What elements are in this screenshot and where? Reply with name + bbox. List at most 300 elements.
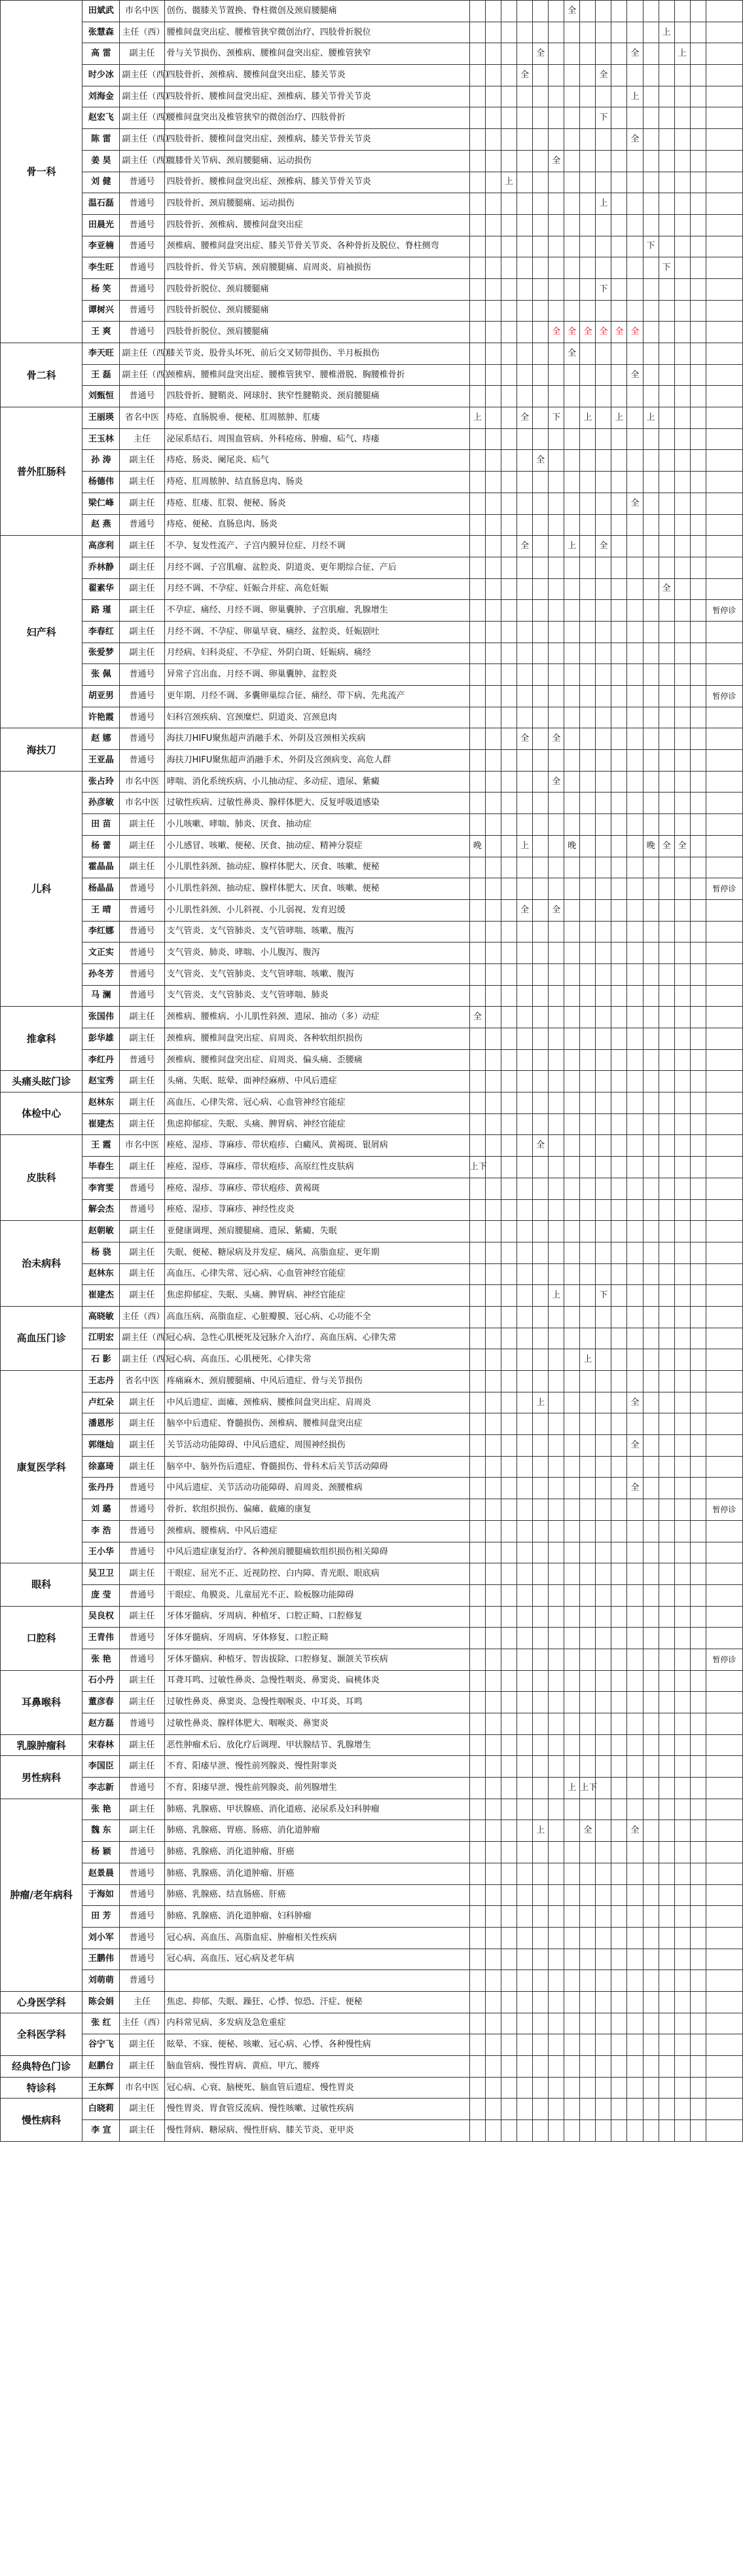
schedule-slot bbox=[485, 985, 501, 1007]
schedule-slot bbox=[643, 150, 659, 172]
doctor-name: 姜 昊 bbox=[82, 150, 120, 172]
doctor-name: 刘海金 bbox=[82, 86, 120, 107]
schedule-slot bbox=[596, 1991, 611, 2013]
schedule-slot bbox=[549, 257, 564, 279]
schedule-slot bbox=[564, 514, 580, 536]
schedule-slot bbox=[627, 1157, 643, 1178]
schedule-slot bbox=[690, 1, 706, 22]
schedule-slot bbox=[690, 1478, 706, 1499]
schedule-slot bbox=[627, 1863, 643, 1884]
remark-cell bbox=[706, 1371, 742, 1392]
schedule-slot bbox=[659, 1799, 674, 1820]
doctor-title: 副主任 bbox=[120, 557, 164, 578]
doctor-title: 副主任 bbox=[120, 1435, 164, 1457]
schedule-slot bbox=[469, 985, 485, 1007]
schedule-slot bbox=[596, 1435, 611, 1457]
schedule-slot bbox=[580, 686, 596, 707]
doctor-specialty: 四肢骨折、骨关节病、颈肩腰腿痛、肩周炎、肩袖损伤 bbox=[164, 257, 469, 279]
schedule-slot bbox=[690, 878, 706, 900]
schedule-slot bbox=[549, 1927, 564, 1949]
doctor-title: 副主任 bbox=[120, 1820, 164, 1842]
department-name: 普外肛肠科 bbox=[1, 407, 82, 536]
schedule-slot bbox=[674, 257, 690, 279]
schedule-slot bbox=[643, 921, 659, 943]
schedule-slot bbox=[501, 1949, 516, 1970]
schedule-slot bbox=[564, 943, 580, 964]
remark-cell bbox=[706, 150, 742, 172]
schedule-slot bbox=[517, 1263, 533, 1285]
schedule-slot bbox=[659, 1135, 674, 1157]
schedule-slot bbox=[469, 1113, 485, 1135]
schedule-slot bbox=[596, 1927, 611, 1949]
schedule-slot bbox=[643, 43, 659, 65]
schedule-slot bbox=[485, 428, 501, 450]
remark-cell bbox=[706, 899, 742, 921]
schedule-slot bbox=[690, 1863, 706, 1884]
schedule-slot bbox=[564, 22, 580, 43]
remark-cell bbox=[706, 1007, 742, 1028]
schedule-slot bbox=[643, 536, 659, 557]
remark-cell bbox=[706, 1949, 742, 1970]
doctor-row bbox=[1, 963, 743, 985]
schedule-slot bbox=[596, 214, 611, 236]
schedule-slot: 全 bbox=[564, 1, 580, 22]
schedule-slot bbox=[469, 878, 485, 900]
remark-cell bbox=[706, 621, 742, 643]
schedule-slot bbox=[501, 1285, 516, 1307]
schedule-slot bbox=[580, 43, 596, 65]
schedule-slot bbox=[564, 814, 580, 836]
schedule-slot bbox=[501, 1007, 516, 1028]
doctor-specialty: 支气管炎、支气管肺炎、支气管哮喘、咳嗽、腹泻 bbox=[164, 963, 469, 985]
schedule-slot bbox=[611, 1520, 627, 1542]
schedule-slot bbox=[517, 236, 533, 257]
schedule-slot bbox=[469, 129, 485, 151]
doctor-name: 王鹏伟 bbox=[82, 1949, 120, 1970]
doctor-title: 主任（西） bbox=[120, 2013, 164, 2034]
schedule-slot bbox=[643, 686, 659, 707]
schedule-slot bbox=[643, 578, 659, 600]
schedule-slot bbox=[596, 1071, 611, 1092]
schedule-slot bbox=[690, 107, 706, 129]
schedule-slot bbox=[627, 2056, 643, 2078]
schedule-slot bbox=[674, 1927, 690, 1949]
schedule-slot bbox=[627, 600, 643, 622]
schedule-slot bbox=[469, 450, 485, 472]
schedule-slot bbox=[501, 1456, 516, 1478]
schedule-slot: 全 bbox=[549, 150, 564, 172]
doctor-name: 高彦利 bbox=[82, 536, 120, 557]
schedule-slot bbox=[501, 536, 516, 557]
schedule-slot bbox=[549, 1734, 564, 1756]
schedule-slot bbox=[485, 1478, 501, 1499]
schedule-slot bbox=[469, 1221, 485, 1242]
schedule-slot bbox=[517, 1863, 533, 1884]
schedule-slot bbox=[533, 322, 549, 343]
schedule-slot bbox=[611, 878, 627, 900]
schedule-slot bbox=[611, 1092, 627, 1114]
schedule-slot bbox=[485, 493, 501, 514]
schedule-slot bbox=[549, 1413, 564, 1435]
doctor-title: 普通号 bbox=[120, 1520, 164, 1542]
doctor-row bbox=[1, 1392, 743, 1413]
doctor-specialty: 支气管炎、支气管肺炎、支气管哮喘、肺炎 bbox=[164, 985, 469, 1007]
schedule-slot bbox=[517, 1306, 533, 1328]
schedule-slot bbox=[469, 1906, 485, 1928]
doctor-title: 副主任（西） bbox=[120, 343, 164, 365]
schedule-slot bbox=[690, 1435, 706, 1457]
schedule-slot bbox=[580, 664, 596, 686]
doctor-name: 刘 璐 bbox=[82, 1499, 120, 1521]
doctor-name: 杨 蕾 bbox=[82, 835, 120, 857]
schedule-slot: 下 bbox=[596, 278, 611, 300]
schedule-slot bbox=[485, 1820, 501, 1842]
schedule-slot bbox=[627, 1178, 643, 1199]
schedule-slot bbox=[580, 1049, 596, 1071]
schedule-slot bbox=[549, 600, 564, 622]
schedule-slot bbox=[485, 1584, 501, 1606]
schedule-slot bbox=[517, 857, 533, 878]
schedule-slot bbox=[485, 278, 501, 300]
schedule-slot bbox=[533, 1092, 549, 1114]
schedule-slot bbox=[564, 878, 580, 900]
schedule-slot bbox=[533, 1606, 549, 1628]
schedule-slot bbox=[564, 1199, 580, 1221]
schedule-slot bbox=[580, 1478, 596, 1499]
schedule-slot: 上 bbox=[643, 407, 659, 429]
doctor-title: 副主任 bbox=[120, 621, 164, 643]
schedule-slot bbox=[517, 1584, 533, 1606]
remark-cell bbox=[706, 1028, 742, 1050]
schedule-slot bbox=[564, 1692, 580, 1713]
doctor-name: 王青伟 bbox=[82, 1628, 120, 1649]
schedule-slot bbox=[627, 1, 643, 22]
schedule-slot bbox=[549, 643, 564, 664]
doctor-specialty: 不育、阳痿早泄、慢性前列腺炎、前列腺增生 bbox=[164, 1778, 469, 1799]
schedule-slot bbox=[549, 450, 564, 472]
doctor-name: 高 雷 bbox=[82, 43, 120, 65]
remark-cell bbox=[706, 643, 742, 664]
schedule-slot bbox=[564, 1991, 580, 2013]
schedule-slot bbox=[485, 129, 501, 151]
schedule-slot bbox=[549, 1520, 564, 1542]
doctor-specialty: 冠心病、高血压、心肌梗死、心律失常 bbox=[164, 1349, 469, 1371]
schedule-slot bbox=[627, 1499, 643, 1521]
schedule-slot bbox=[627, 1991, 643, 2013]
schedule-slot bbox=[549, 364, 564, 386]
schedule-slot bbox=[659, 878, 674, 900]
schedule-slot bbox=[596, 1092, 611, 1114]
doctor-name: 孙 涛 bbox=[82, 450, 120, 472]
schedule-slot bbox=[596, 1221, 611, 1242]
doctor-name: 李志新 bbox=[82, 1778, 120, 1799]
schedule-slot bbox=[690, 450, 706, 472]
schedule-slot bbox=[485, 1285, 501, 1307]
schedule-slot bbox=[501, 1413, 516, 1435]
remark-cell bbox=[706, 1135, 742, 1157]
schedule-slot bbox=[580, 1392, 596, 1413]
schedule-slot: 全 bbox=[627, 1820, 643, 1842]
schedule-slot bbox=[674, 1392, 690, 1413]
schedule-slot bbox=[596, 1, 611, 22]
schedule-slot bbox=[564, 1606, 580, 1628]
schedule-slot bbox=[469, 1649, 485, 1670]
doctor-specialty: 冠心病、急性心肌梗死及冠脉介入治疗、高血压病、心律失常 bbox=[164, 1328, 469, 1349]
remark-cell bbox=[706, 707, 742, 728]
schedule-slot bbox=[485, 1371, 501, 1392]
schedule-slot bbox=[611, 1649, 627, 1670]
schedule-slot bbox=[596, 43, 611, 65]
schedule-slot bbox=[549, 1049, 564, 1071]
schedule-slot bbox=[501, 1349, 516, 1371]
schedule-slot bbox=[690, 1970, 706, 1992]
schedule-slot bbox=[596, 1413, 611, 1435]
schedule-slot bbox=[596, 1113, 611, 1135]
doctor-title: 副主任 bbox=[120, 493, 164, 514]
schedule-slot bbox=[580, 1135, 596, 1157]
schedule-slot bbox=[501, 728, 516, 750]
schedule-slot bbox=[549, 750, 564, 772]
doctor-specialty: 月经不调、不孕症、卵巢早衰、痛经、盆腔炎、妊娠剧吐 bbox=[164, 621, 469, 643]
schedule-slot: 全 bbox=[549, 322, 564, 343]
schedule-slot bbox=[564, 493, 580, 514]
schedule-slot bbox=[501, 2099, 516, 2120]
schedule-slot bbox=[469, 150, 485, 172]
doctor-specialty: 干眼症、角膜炎、儿童屈光不正、睑板腺功能障碍 bbox=[164, 1584, 469, 1606]
schedule-slot bbox=[580, 1242, 596, 1263]
doctor-name: 王志丹 bbox=[82, 1371, 120, 1392]
schedule-slot bbox=[580, 1028, 596, 1050]
doctor-name: 陈 雷 bbox=[82, 129, 120, 151]
remark-cell bbox=[706, 1542, 742, 1563]
doctor-name: 乔林静 bbox=[82, 557, 120, 578]
schedule-slot bbox=[643, 364, 659, 386]
schedule-slot bbox=[627, 172, 643, 193]
schedule-slot bbox=[659, 2120, 674, 2142]
schedule-slot bbox=[485, 1927, 501, 1949]
schedule-slot: 全 bbox=[580, 322, 596, 343]
schedule-slot bbox=[564, 1542, 580, 1563]
schedule-slot bbox=[659, 2013, 674, 2034]
remark-cell bbox=[706, 814, 742, 836]
schedule-slot: 全 bbox=[533, 450, 549, 472]
schedule-slot bbox=[674, 728, 690, 750]
schedule-slot bbox=[549, 514, 564, 536]
doctor-title: 副主任（西） bbox=[120, 107, 164, 129]
doctor-title: 副主任 bbox=[120, 1799, 164, 1820]
schedule-slot bbox=[533, 1713, 549, 1735]
schedule-slot bbox=[674, 278, 690, 300]
doctor-name: 张 艳 bbox=[82, 1799, 120, 1820]
doctor-specialty: 痔疮、便秘、直肠息肉、肠炎 bbox=[164, 514, 469, 536]
schedule-slot bbox=[533, 835, 549, 857]
schedule-slot bbox=[643, 1007, 659, 1028]
doctor-row bbox=[1, 621, 743, 643]
schedule-slot bbox=[564, 1135, 580, 1157]
schedule-slot bbox=[485, 1092, 501, 1114]
schedule-slot bbox=[533, 2056, 549, 2078]
schedule-slot bbox=[469, 750, 485, 772]
remark-cell bbox=[706, 1991, 742, 2013]
schedule-slot bbox=[469, 364, 485, 386]
schedule-slot bbox=[485, 364, 501, 386]
schedule-slot bbox=[690, 493, 706, 514]
schedule-slot bbox=[485, 322, 501, 343]
doctor-row bbox=[1, 257, 743, 279]
schedule-slot bbox=[533, 1413, 549, 1435]
doctor-name: 王 磊 bbox=[82, 364, 120, 386]
schedule-slot bbox=[643, 1456, 659, 1478]
schedule-slot bbox=[580, 514, 596, 536]
schedule-slot: 全 bbox=[674, 835, 690, 857]
doctor-title: 普通号 bbox=[120, 214, 164, 236]
schedule-slot bbox=[643, 1178, 659, 1199]
remark-cell bbox=[706, 300, 742, 322]
doctor-row bbox=[1, 1778, 743, 1799]
schedule-slot bbox=[643, 129, 659, 151]
schedule-slot bbox=[643, 1371, 659, 1392]
doctor-name: 田 芳 bbox=[82, 1906, 120, 1928]
schedule-slot bbox=[596, 1820, 611, 1842]
schedule-slot bbox=[549, 793, 564, 814]
doctor-row bbox=[1, 1007, 743, 1028]
remark-cell bbox=[706, 1734, 742, 1756]
schedule-slot bbox=[533, 963, 549, 985]
schedule-slot bbox=[469, 771, 485, 793]
schedule-slot bbox=[627, 1756, 643, 1778]
schedule-slot bbox=[596, 835, 611, 857]
schedule-slot bbox=[469, 1349, 485, 1371]
doctor-specialty: 小儿肌性斜颈、小儿斜视、小儿弱视、发育迟缓 bbox=[164, 899, 469, 921]
schedule-slot bbox=[533, 1670, 549, 1692]
schedule-slot bbox=[690, 899, 706, 921]
schedule-slot bbox=[627, 2013, 643, 2034]
schedule-slot: 全 bbox=[596, 65, 611, 86]
doctor-row bbox=[1, 472, 743, 493]
schedule-slot bbox=[485, 386, 501, 407]
schedule-slot bbox=[659, 643, 674, 664]
remark-cell bbox=[706, 1927, 742, 1949]
schedule-slot bbox=[533, 129, 549, 151]
schedule-slot: 晚 bbox=[564, 835, 580, 857]
schedule-slot bbox=[580, 300, 596, 322]
doctor-row bbox=[1, 1413, 743, 1435]
schedule-slot bbox=[659, 2056, 674, 2078]
schedule-slot bbox=[485, 150, 501, 172]
schedule-slot bbox=[643, 750, 659, 772]
schedule-slot bbox=[549, 236, 564, 257]
schedule-slot bbox=[533, 728, 549, 750]
schedule-slot bbox=[501, 771, 516, 793]
schedule-slot bbox=[533, 1349, 549, 1371]
schedule-slot bbox=[501, 1842, 516, 1863]
doctor-title: 副主任 bbox=[120, 835, 164, 857]
schedule-slot bbox=[485, 343, 501, 365]
doctor-name: 魏 东 bbox=[82, 1820, 120, 1842]
doctor-name: 刘 健 bbox=[82, 172, 120, 193]
doctor-title: 副主任 bbox=[120, 1392, 164, 1413]
doctor-title: 副主任 bbox=[120, 2099, 164, 2120]
schedule-slot bbox=[517, 514, 533, 536]
schedule-slot bbox=[485, 1649, 501, 1670]
schedule-slot bbox=[580, 1799, 596, 1820]
schedule-slot bbox=[501, 750, 516, 772]
schedule-slot bbox=[690, 1670, 706, 1692]
doctor-title: 主任 bbox=[120, 428, 164, 450]
schedule-slot bbox=[501, 943, 516, 964]
doctor-specialty: 高血压、心律失常、冠心病、心血管神经官能症 bbox=[164, 1092, 469, 1114]
schedule-slot bbox=[549, 1820, 564, 1842]
schedule-slot bbox=[469, 1285, 485, 1307]
remark-cell bbox=[706, 1970, 742, 1992]
schedule-slot: 上下 bbox=[469, 1157, 485, 1178]
schedule-slot bbox=[469, 1863, 485, 1884]
schedule-slot bbox=[690, 1649, 706, 1670]
doctor-title: 普通号 bbox=[120, 1713, 164, 1735]
schedule-slot bbox=[674, 557, 690, 578]
remark-cell bbox=[706, 1, 742, 22]
schedule-slot bbox=[596, 1049, 611, 1071]
schedule-slot bbox=[627, 793, 643, 814]
department-name: 乳腺肿瘤科 bbox=[1, 1734, 82, 1756]
remark-cell bbox=[706, 236, 742, 257]
doctor-title: 副主任 bbox=[120, 536, 164, 557]
schedule-slot bbox=[564, 1178, 580, 1199]
doctor-name: 张 艳 bbox=[82, 1649, 120, 1670]
schedule-slot: 上 bbox=[564, 1778, 580, 1799]
schedule-slot bbox=[485, 1, 501, 22]
schedule-slot bbox=[549, 1371, 564, 1392]
doctor-name: 赵宝秀 bbox=[82, 1071, 120, 1092]
schedule-slot bbox=[596, 1456, 611, 1478]
schedule-slot bbox=[596, 578, 611, 600]
doctor-title: 普通号 bbox=[120, 300, 164, 322]
schedule-slot bbox=[611, 1049, 627, 1071]
schedule-slot bbox=[501, 963, 516, 985]
schedule-slot bbox=[517, 1242, 533, 1263]
schedule-slot bbox=[596, 428, 611, 450]
schedule-slot bbox=[627, 814, 643, 836]
schedule-slot bbox=[643, 1927, 659, 1949]
schedule-slot bbox=[469, 386, 485, 407]
schedule-slot bbox=[627, 278, 643, 300]
schedule-slot bbox=[659, 172, 674, 193]
schedule-slot bbox=[674, 2056, 690, 2078]
doctor-row bbox=[1, 750, 743, 772]
schedule-slot bbox=[501, 1927, 516, 1949]
schedule-slot bbox=[611, 643, 627, 664]
schedule-slot: 上 bbox=[580, 1349, 596, 1371]
schedule-slot bbox=[643, 557, 659, 578]
schedule-slot bbox=[580, 428, 596, 450]
schedule-slot bbox=[501, 1820, 516, 1842]
doctor-specialty: 痤疮、湿疹、荨麻疹、带状疱疹、高原红性皮肤病 bbox=[164, 1157, 469, 1178]
schedule-slot bbox=[659, 107, 674, 129]
schedule-slot bbox=[643, 1799, 659, 1820]
schedule-slot bbox=[690, 943, 706, 964]
schedule-slot bbox=[564, 172, 580, 193]
schedule-slot bbox=[611, 1863, 627, 1884]
schedule-slot bbox=[580, 1692, 596, 1713]
schedule-slot bbox=[469, 300, 485, 322]
schedule-slot bbox=[469, 1563, 485, 1585]
schedule-slot bbox=[596, 1328, 611, 1349]
schedule-slot bbox=[643, 1970, 659, 1992]
doctor-row bbox=[1, 2056, 743, 2078]
department-name: 耳鼻喉科 bbox=[1, 1670, 82, 1734]
schedule-slot: 全 bbox=[627, 1392, 643, 1413]
remark-cell bbox=[706, 1670, 742, 1692]
